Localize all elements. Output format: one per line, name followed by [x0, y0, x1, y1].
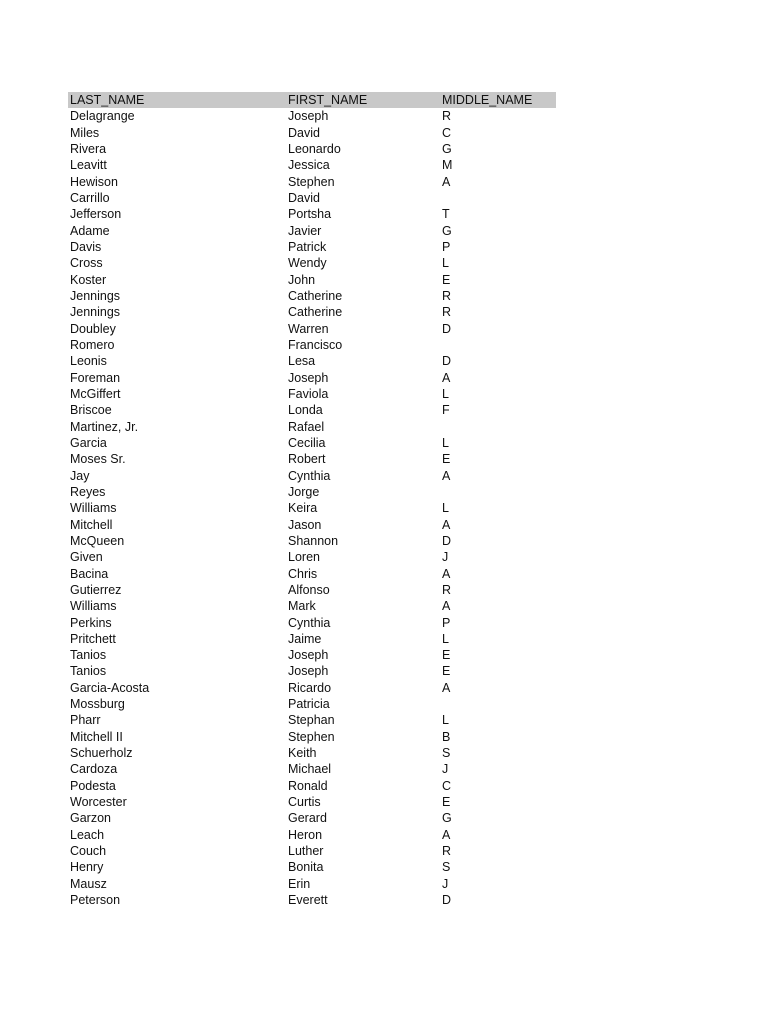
first-name-cell: Patrick [288, 239, 327, 254]
first-name-cell: Gerard [288, 811, 327, 826]
middle-name-cell: R [442, 305, 452, 320]
last-name-cell: Reyes [70, 484, 106, 499]
last-name-cell: McGiffert [70, 386, 121, 401]
table-row [68, 157, 556, 173]
last-name-cell: Jay [70, 468, 90, 483]
middle-name-cell: D [442, 533, 452, 548]
last-name-cell: Garcia [70, 435, 107, 450]
last-name-cell: Jennings [70, 305, 121, 320]
table-row [68, 876, 556, 892]
table-row [68, 239, 556, 255]
first-name-cell: Luther [288, 844, 324, 859]
table-row [68, 321, 556, 337]
last-name-cell: Davis [70, 239, 102, 254]
table-row [68, 680, 556, 696]
last-name-cell: Leach [70, 827, 105, 842]
middle-name-cell: P [442, 615, 451, 630]
first-name-cell: Jessica [288, 158, 330, 173]
table-row [68, 108, 556, 124]
last-name-cell: Perkins [70, 615, 112, 630]
last-name-cell: Rivera [70, 141, 107, 156]
last-name-cell: Bacina [70, 566, 109, 581]
first-name-cell: Ricardo [288, 680, 332, 695]
first-name-cell: Leonardo [288, 141, 341, 156]
name-table [68, 92, 556, 908]
last-name-cell: Schuerholz [70, 746, 133, 761]
middle-name-cell: L [442, 256, 449, 271]
first-name-cell: Faviola [288, 386, 329, 401]
last-name-cell: Williams [70, 501, 117, 516]
table-row [68, 141, 556, 157]
last-name-cell: Foreman [70, 370, 121, 385]
middle-name-cell: E [442, 664, 451, 679]
table-row [68, 419, 556, 435]
first-name-cell: Chris [288, 566, 318, 581]
first-name-cell: Joseph [288, 648, 329, 663]
middle-name-cell: E [442, 648, 451, 663]
first-name-cell: Francisco [288, 337, 343, 352]
table-row [68, 663, 556, 679]
first-name-cell: Lesa [288, 354, 316, 369]
last-name-cell: Podesta [70, 778, 116, 793]
middle-name-cell: C [442, 125, 452, 140]
first-name-cell: Jaime [288, 631, 322, 646]
first-name-cell: Javier [288, 223, 322, 238]
table-body [68, 108, 556, 908]
table-row [68, 712, 556, 728]
first-name-cell: Everett [288, 893, 328, 908]
last-name-cell: Tanios [70, 664, 107, 679]
column-header-last-name: LAST_NAME [70, 93, 145, 107]
last-name-cell: Mausz [70, 876, 107, 891]
last-name-cell: McQueen [70, 533, 125, 548]
middle-name-cell: D [442, 893, 452, 908]
first-name-cell: Keith [288, 746, 317, 761]
last-name-cell: Delagrange [70, 109, 135, 124]
first-name-cell: David [288, 125, 320, 140]
table-row [68, 549, 556, 565]
last-name-cell: Carrillo [70, 190, 110, 205]
middle-name-cell: J [442, 876, 449, 891]
table-row [68, 892, 556, 908]
last-name-cell: Adame [70, 223, 110, 238]
last-name-cell: Mitchell II [70, 729, 123, 744]
first-name-cell: Loren [288, 550, 320, 565]
first-name-cell: Stephen [288, 729, 335, 744]
first-name-cell: Wendy [288, 256, 327, 271]
table-row [68, 386, 556, 402]
middle-name-cell: B [442, 729, 451, 744]
table-row [68, 500, 556, 516]
first-name-cell: Cynthia [288, 468, 331, 483]
middle-name-cell: A [442, 517, 451, 532]
table-row [68, 435, 556, 451]
first-name-cell: Stephen [288, 174, 335, 189]
first-name-cell: Patricia [288, 697, 330, 712]
table-row [68, 206, 556, 222]
middle-name-cell: D [442, 321, 452, 336]
middle-name-cell: L [442, 713, 449, 728]
first-name-cell: John [288, 272, 316, 287]
table-row [68, 827, 556, 843]
last-name-cell: Garzon [70, 811, 111, 826]
last-name-cell: Williams [70, 599, 117, 614]
last-name-cell: Given [70, 550, 103, 565]
first-name-cell: David [288, 190, 320, 205]
table-row [68, 288, 556, 304]
middle-name-cell: S [442, 746, 451, 761]
middle-name-cell: F [442, 403, 450, 418]
table-row [68, 615, 556, 631]
last-name-cell: Doubley [70, 321, 116, 336]
last-name-cell: Miles [70, 125, 100, 140]
last-name-cell: Mitchell [70, 517, 113, 532]
last-name-cell: Leavitt [70, 158, 107, 173]
table-row [68, 533, 556, 549]
column-header-middle-name: MIDDLE_NAME [442, 93, 533, 107]
last-name-cell: Mossburg [70, 697, 125, 712]
first-name-cell: Alfonso [288, 582, 330, 597]
first-name-cell: Bonita [288, 860, 324, 875]
middle-name-cell: A [442, 566, 451, 581]
first-name-cell: Mark [288, 599, 316, 614]
last-name-cell: Pharr [70, 713, 101, 728]
first-name-cell: Cynthia [288, 615, 331, 630]
middle-name-cell: S [442, 860, 451, 875]
middle-name-cell: C [442, 778, 452, 793]
middle-name-cell: M [442, 158, 453, 173]
table-row [68, 255, 556, 271]
middle-name-cell: L [442, 435, 449, 450]
last-name-cell: Moses Sr. [70, 452, 126, 467]
table-row [68, 304, 556, 320]
first-name-cell: Erin [288, 876, 311, 891]
first-name-cell: Keira [288, 501, 318, 516]
last-name-cell: Romero [70, 337, 115, 352]
middle-name-cell: P [442, 239, 451, 254]
last-name-cell: Jefferson [70, 207, 122, 222]
table-row [68, 859, 556, 875]
first-name-cell: Joseph [288, 109, 329, 124]
table-row [68, 190, 556, 206]
middle-name-cell: E [442, 795, 451, 810]
last-name-cell: Hewison [70, 174, 118, 189]
last-name-cell: Henry [70, 860, 104, 875]
middle-name-cell: E [442, 452, 451, 467]
table-row [68, 223, 556, 239]
first-name-cell: Curtis [288, 795, 321, 810]
table-row [68, 582, 556, 598]
last-name-cell: Gutierrez [70, 582, 122, 597]
first-name-cell: Joseph [288, 370, 329, 385]
last-name-cell: Jennings [70, 288, 121, 303]
last-name-cell: Garcia-Acosta [70, 680, 150, 695]
last-name-cell: Worcester [70, 795, 127, 810]
middle-name-cell: R [442, 582, 452, 597]
table-row [68, 631, 556, 647]
last-name-cell: Peterson [70, 893, 121, 908]
column-header-first-name: FIRST_NAME [288, 93, 368, 107]
last-name-cell: Cross [70, 256, 103, 271]
middle-name-cell: A [442, 370, 451, 385]
middle-name-cell: G [442, 811, 452, 826]
first-name-cell: Warren [288, 321, 329, 336]
first-name-cell: Cecilia [288, 435, 326, 450]
last-name-cell: Koster [70, 272, 107, 287]
middle-name-cell: A [442, 468, 451, 483]
middle-name-cell: L [442, 631, 449, 646]
first-name-cell: Heron [288, 827, 323, 842]
table-row [68, 843, 556, 859]
first-name-cell: Robert [288, 452, 326, 467]
table-row [68, 729, 556, 745]
middle-name-cell: A [442, 599, 451, 614]
first-name-cell: Michael [288, 762, 332, 777]
middle-name-cell: R [442, 844, 452, 859]
last-name-cell: Leonis [70, 354, 107, 369]
first-name-cell: Shannon [288, 533, 339, 548]
middle-name-cell: J [442, 550, 449, 565]
last-name-cell: Couch [70, 844, 107, 859]
table-row [68, 598, 556, 614]
table-row [68, 272, 556, 288]
first-name-cell: Londa [288, 403, 323, 418]
middle-name-cell: L [442, 501, 449, 516]
middle-name-cell: A [442, 680, 451, 695]
middle-name-cell: E [442, 272, 451, 287]
table-row [68, 468, 556, 484]
table-row [68, 370, 556, 386]
middle-name-cell: D [442, 354, 452, 369]
last-name-cell: Briscoe [70, 403, 112, 418]
middle-name-cell: A [442, 827, 451, 842]
first-name-cell: Jason [288, 517, 322, 532]
table-row [68, 566, 556, 582]
middle-name-cell: R [442, 109, 452, 124]
last-name-cell: Martinez, Jr. [70, 419, 139, 434]
table-row [68, 125, 556, 141]
table-header-row [68, 92, 556, 108]
table-row [68, 745, 556, 761]
last-name-cell: Pritchett [70, 631, 116, 646]
first-name-cell: Joseph [288, 664, 329, 679]
table-row [68, 696, 556, 712]
first-name-cell: Portsha [288, 207, 332, 222]
middle-name-cell: L [442, 386, 449, 401]
first-name-cell: Catherine [288, 305, 343, 320]
first-name-cell: Rafael [288, 419, 325, 434]
table-row [68, 451, 556, 467]
table-row [68, 402, 556, 418]
table-row [68, 337, 556, 353]
last-name-cell: Cardoza [70, 762, 118, 777]
first-name-cell: Catherine [288, 288, 343, 303]
last-name-cell: Tanios [70, 648, 107, 663]
middle-name-cell: T [442, 207, 450, 222]
table-row [68, 810, 556, 826]
middle-name-cell: J [442, 762, 449, 777]
first-name-cell: Jorge [288, 484, 320, 499]
table-row [68, 647, 556, 663]
table-row [68, 484, 556, 500]
first-name-cell: Ronald [288, 778, 328, 793]
table-row [68, 517, 556, 533]
table-row [68, 778, 556, 794]
first-name-cell: Stephan [288, 713, 335, 728]
middle-name-cell: A [442, 174, 451, 189]
middle-name-cell: G [442, 223, 452, 238]
table-row [68, 174, 556, 190]
table-row [68, 761, 556, 777]
table-row [68, 353, 556, 369]
table-row [68, 794, 556, 810]
middle-name-cell: G [442, 141, 452, 156]
middle-name-cell: R [442, 288, 452, 303]
